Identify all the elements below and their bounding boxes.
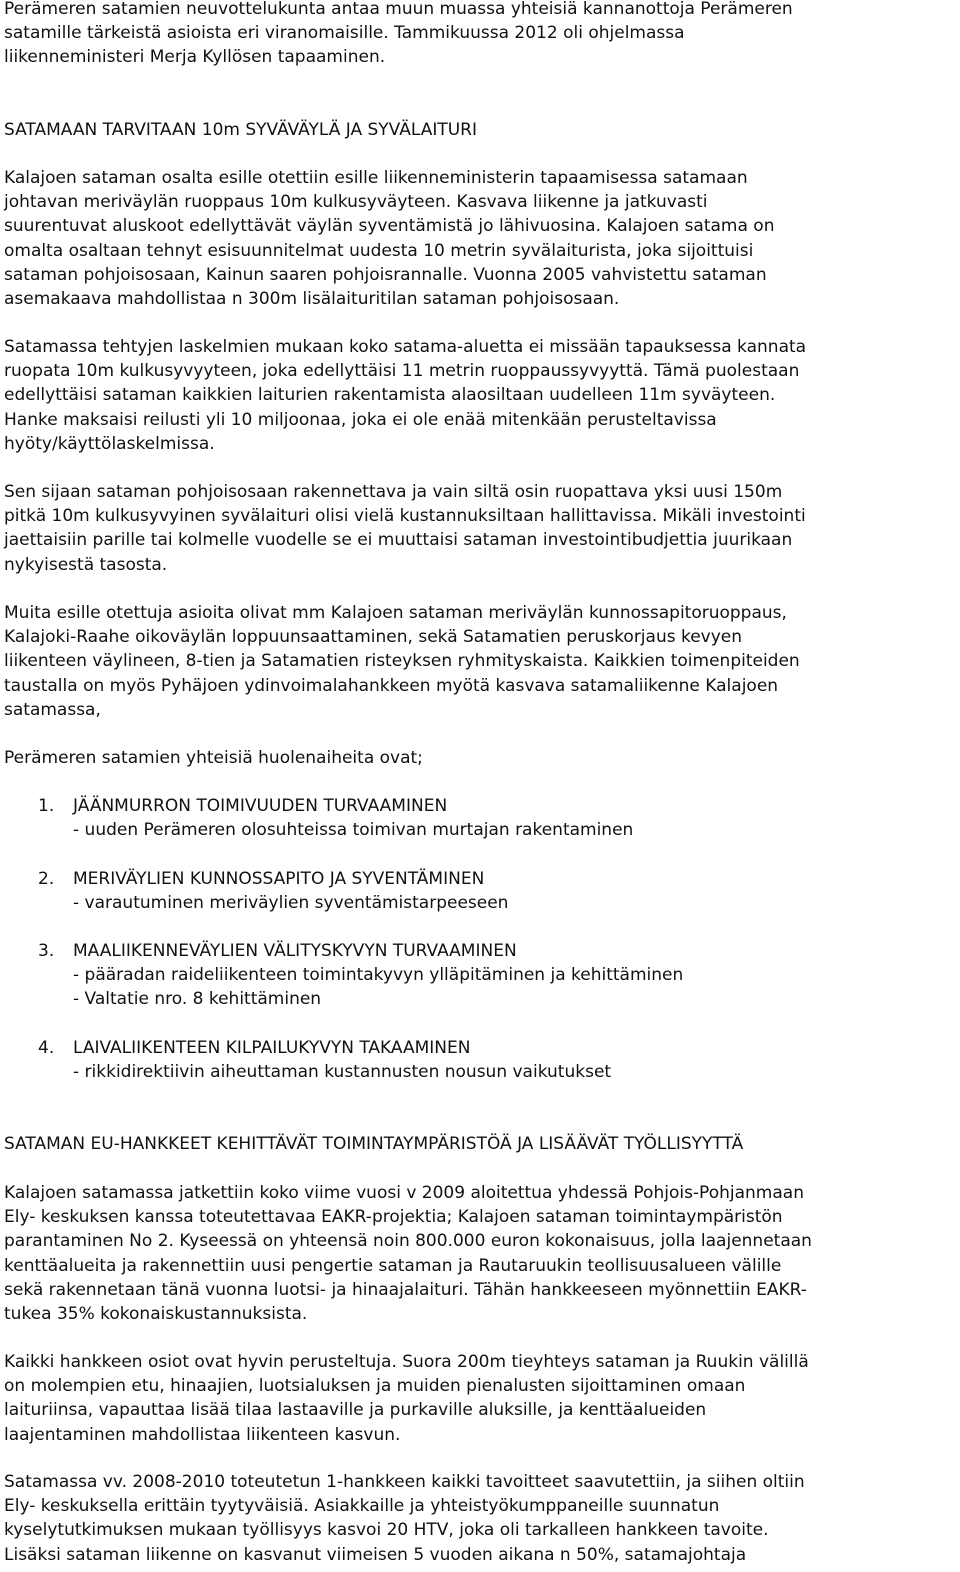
concern-item-2 [38, 867, 938, 915]
text-line: Perämeren satamien neuvottelukunta antaa muun muassa yhteisiä kannanottoja Perämeren [4, 0, 793, 19]
concern-item-1 [38, 794, 938, 842]
concern-subpoint: - rikkidirektiivin aiheuttaman kustannusten nousun vaikutukset [73, 1062, 612, 1083]
list-number: 4. [38, 1038, 55, 1058]
text-line: omalta osaltaan tehnyt esisuunnitelmat uudesta 10 metrin syvälaiturista, joka sijoittuisi [4, 240, 754, 261]
text-line: Satamassa vv. 2008-2010 toteutetun 1-hankkeen kaikki tavoitteet saavutettiin, ja siihen oltiin [4, 1472, 805, 1492]
text-line: Ely- keskuksen kanssa toteutettavaa EAKR-projektia; Kalajoen sataman toimintaympäristön [4, 1207, 783, 1228]
section-heading-eu-projects [4, 1132, 956, 1156]
concern-subpoint: - Valtatie nro. 8 kehittäminen [73, 989, 322, 1010]
list-number: 1. [38, 796, 55, 816]
paragraph-new-quay [4, 480, 956, 577]
concern-subpoint: - uuden Perämeren olosuhteissa toimivan murtajan rakentaminen [73, 820, 634, 841]
paragraph-project-results [4, 1470, 956, 1567]
text-line: satamille tärkeistä asioista eri viranomaisille. Tammikuussa 2012 oli ohjelmassa [4, 23, 685, 44]
text-line: jaettaisiin parille tai kolmelle vuodelle se ei muuttaisi sataman investointibudjettia juurikaan [4, 530, 793, 551]
text-line: hyöty/käyttölaskelmissa. [4, 433, 215, 454]
paragraph-other-topics [4, 601, 956, 722]
concern-item-4 [38, 1036, 938, 1084]
text-line: sekä rakennetaan tänä vuonna luotsi- ja hinaajalaituri. Tähän hankkeeseen myönnettiin EAKR- [4, 1279, 807, 1300]
text-line: nykyisestä tasosta. [4, 554, 168, 575]
concern-title: JÄÄNMURRON TOIMIVUUDEN TURVAAMINEN [73, 796, 448, 816]
text-line: Kalajoki-Raahe oikoväylän loppuunsaattaminen, sekä Satamatien peruskorjaus kevyen [4, 627, 743, 648]
paragraph-eakr-project [4, 1181, 956, 1326]
concerns-intro [4, 746, 956, 770]
text-line: satamassa, [4, 699, 101, 720]
text-line: johtavan meriväylän ruoppaus 10m kulkusyväyteen. Kasvava liikenne ja jatkuvasti [4, 192, 708, 213]
text-line: pitkä 10m kulkusyvyinen syvälaituri olisi vielä kustannuksiltaan hallittavissa. Mikäli investointi [4, 506, 806, 527]
text-line: Lisäksi sataman liikenne on kasvanut viimeisen 5 vuoden aikana n 50%, satamajohtaja [4, 1544, 747, 1565]
text-line: parantaminen No 2. Kyseessä on yhteensä noin 800.000 euron kokonaisuus, jolla laajennetaan [4, 1231, 812, 1252]
text-line: Ely- keskuksella erittäin tyytyväisiä. Asiakkaille ja yhteistyökumppaneille suunnatun [4, 1496, 720, 1517]
intro-paragraph [4, 0, 956, 70]
concern-title: MERIVÄYLIEN KUNNOSSAPITO JA SYVENTÄMINEN [73, 869, 485, 889]
text-line: laajentaminen mahdollistaa liikenteen kasvun. [4, 1424, 401, 1445]
text-line: liikenteen väylineen, 8-tien ja Satamatien risteyksen ryhmityskaista. Kaikkien toimenpiteiden [4, 651, 800, 672]
text-line: laituriinsa, vapauttaa lisää tilaa lastaaville ja purkaville aluksille, ja kenttäalueiden [4, 1400, 707, 1421]
section-heading-syvaväylä [4, 118, 956, 142]
text-line: liikenneministeri Merja Kyllösen tapaaminen. [4, 47, 386, 68]
concern-subpoint: - pääradan raideliikenteen toimintakyvyn ylläpitäminen ja kehittäminen [73, 965, 684, 986]
text-line: Muita esille otettuja asioita olivat mm Kalajoen sataman meriväylän kunnossapitoruoppaus, [4, 603, 787, 623]
list-number: 3. [38, 941, 55, 961]
text-line: suurentuvat aluskoot edellyttävät väylän syventämistä jo lähivuosina. Kalajoen satama on [4, 216, 775, 237]
text-line: edellyttäisi sataman kaikkien laiturien rakentamista alaosiltaan uudelleen 11m syväyteen. [4, 385, 776, 406]
text-line: asemakaava mahdollistaa n 300m lisälaituritilan sataman pohjoisosaan. [4, 289, 620, 310]
text-line: Kaikki hankkeen osiot ovat hyvin perusteltuja. Suora 200m tieyhteys sataman ja Ruukin välillä [4, 1352, 809, 1372]
text-line: Hanke maksaisi reilusti yli 10 miljoonaa, joka ei ole enää mitenkään perusteltavissa [4, 409, 717, 430]
text-line: ruopata 10m kulkusyvyyteen, joka edellyttäisi 11 metrin ruoppaussyvyyttä. Tämä puolestaan [4, 361, 800, 382]
text-line: Perämeren satamien yhteisiä huolenaiheita ovat; [4, 748, 423, 768]
concern-title: LAIVALIIKENTEEN KILPAILUKYVYN TAKAAMINEN [73, 1038, 471, 1058]
text-line: tukea 35% kokonaiskustannuksista. [4, 1304, 308, 1325]
text-line: Kalajoen satamassa jatkettiin koko viime vuosi v 2009 aloitettua yhdessä Pohjois-Pohjanmaan [4, 1183, 804, 1203]
text-line: Satamassa tehtyjen laskelmien mukaan koko satama-aluetta ei missään tapauksessa kannata [4, 337, 807, 357]
paragraph-calculations [4, 335, 956, 456]
text-line: sataman pohjoisosaan, Kainun saaren pohjoisrannalle. Vuonna 2005 vahvistettu sataman [4, 264, 767, 285]
heading-text: SATAMAN EU-HANKKEET KEHITTÄVÄT TOIMINTAYMPÄRISTÖÄ JA LISÄÄVÄT TYÖLLISYYTTÄ [4, 1134, 744, 1154]
concern-subpoint: - varautuminen meriväylien syventämistarpeeseen [73, 893, 509, 914]
text-line: Kalajoen sataman osalta esille otettiin esille liikenneministerin tapaamisessa satamaan [4, 168, 748, 188]
text-line: on molempien etu, hinaajien, luotsialuksen ja muiden pienalusten sijoittaminen omaan [4, 1376, 746, 1397]
paragraph-project-parts [4, 1350, 956, 1447]
text-line: kyselytutkimuksen mukaan työllisyys kasvoi 20 HTV, joka oli tarkalleen hankkeen tavoite. [4, 1520, 769, 1541]
concern-title: MAALIIKENNEVÄYLIEN VÄLITYSKYVYN TURVAAMINEN [73, 941, 517, 961]
paragraph-harbour-dredging [4, 166, 956, 311]
text-line: kenttäalueita ja rakennettiin uusi pengertie sataman ja Rautaruukin teollisuusalueen välille [4, 1255, 782, 1276]
text-line: Sen sijaan sataman pohjoisosaan rakennettava ja vain siltä osin ruopattava yksi uusi 150m [4, 482, 783, 502]
concern-item-3 [38, 939, 938, 1012]
text-line: taustalla on myös Pyhäjoen ydinvoimalahankkeen myötä kasvava satamaliikenne Kalajoen [4, 675, 779, 696]
heading-text: SATAMAAN TARVITAAN 10m SYVÄVÄYLÄ JA SYVÄLAITURI [4, 120, 478, 140]
list-number: 2. [38, 869, 55, 889]
